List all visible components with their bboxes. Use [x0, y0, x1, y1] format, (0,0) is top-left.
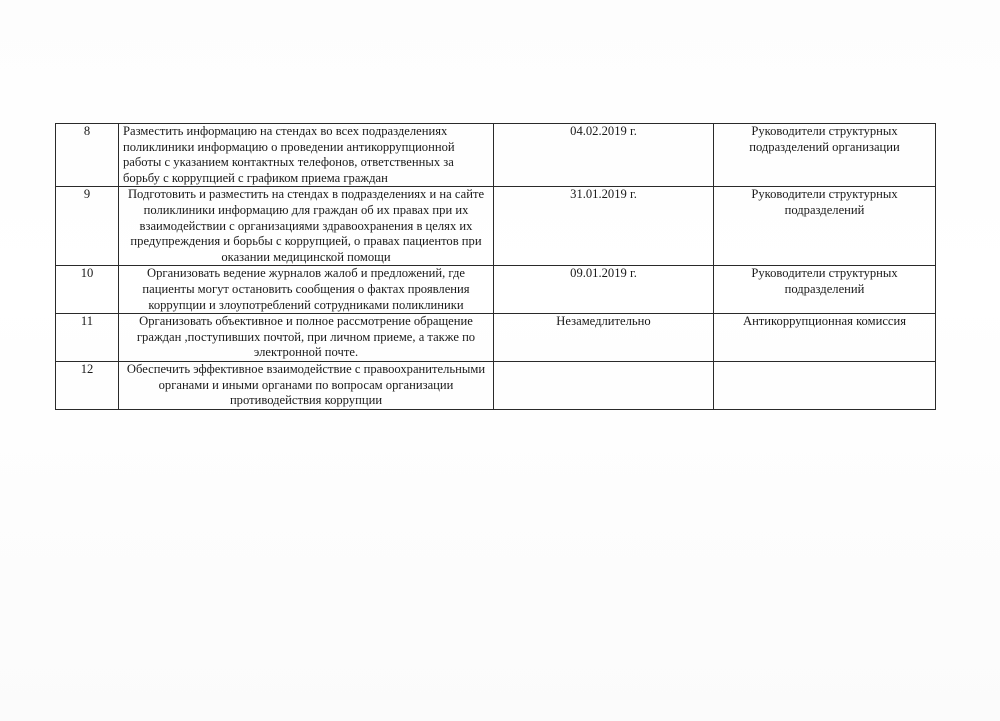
- table-row: [56, 361, 936, 409]
- measure-text: Подготовить и разместить на стендах в подразделениях и на сайте поликлиники информацию для граждан об их правах при их взаимодействии с организациями здравоохранения в целях их предупреждения и борьбы с коррупцией, о правах пациентов при оказании медицинской помощи: [119, 187, 494, 266]
- deadline: Незамедлительно: [494, 314, 714, 362]
- row-number: 10: [56, 266, 119, 314]
- deadline: 31.01.2019 г.: [494, 187, 714, 266]
- responsible: Руководители структурных подразделений организации: [714, 124, 936, 187]
- table-row: [56, 124, 936, 187]
- deadline: [494, 361, 714, 409]
- table-row: [56, 187, 936, 266]
- measure-text: Организовать объективное и полное рассмотрение обращение граждан ,поступивших почтой, при личном приеме, а также по электронной почте.: [119, 314, 494, 362]
- responsible: Руководители структурных подразделений: [714, 187, 936, 266]
- table-row: [56, 314, 936, 362]
- row-number: 11: [56, 314, 119, 362]
- responsible: Руководители структурных подразделений: [714, 266, 936, 314]
- row-number: 9: [56, 187, 119, 266]
- row-number: 8: [56, 124, 119, 187]
- measures-table: [55, 123, 936, 410]
- measure-text: Организовать ведение журналов жалоб и предложений, где пациенты могут остановить сообщения о фактах проявления коррупции и злоупотреблений сотрудниками поликлиники: [119, 266, 494, 314]
- measure-text: Разместить информацию на стендах во всех подразделениях поликлиники информацию о проведении антикоррупционной работы с указанием контактных телефонов, ответственных за борьбу с коррупцией с графиком приема граждан: [119, 124, 494, 187]
- measure-text: Обеспечить эффективное взаимодействие с правоохранительными органами и иными органами по вопросам организации противодействия коррупции: [119, 361, 494, 409]
- responsible: Антикоррупционная комиссия: [714, 314, 936, 362]
- deadline: 09.01.2019 г.: [494, 266, 714, 314]
- deadline: 04.02.2019 г.: [494, 124, 714, 187]
- row-number: 12: [56, 361, 119, 409]
- table-row: [56, 266, 936, 314]
- responsible: [714, 361, 936, 409]
